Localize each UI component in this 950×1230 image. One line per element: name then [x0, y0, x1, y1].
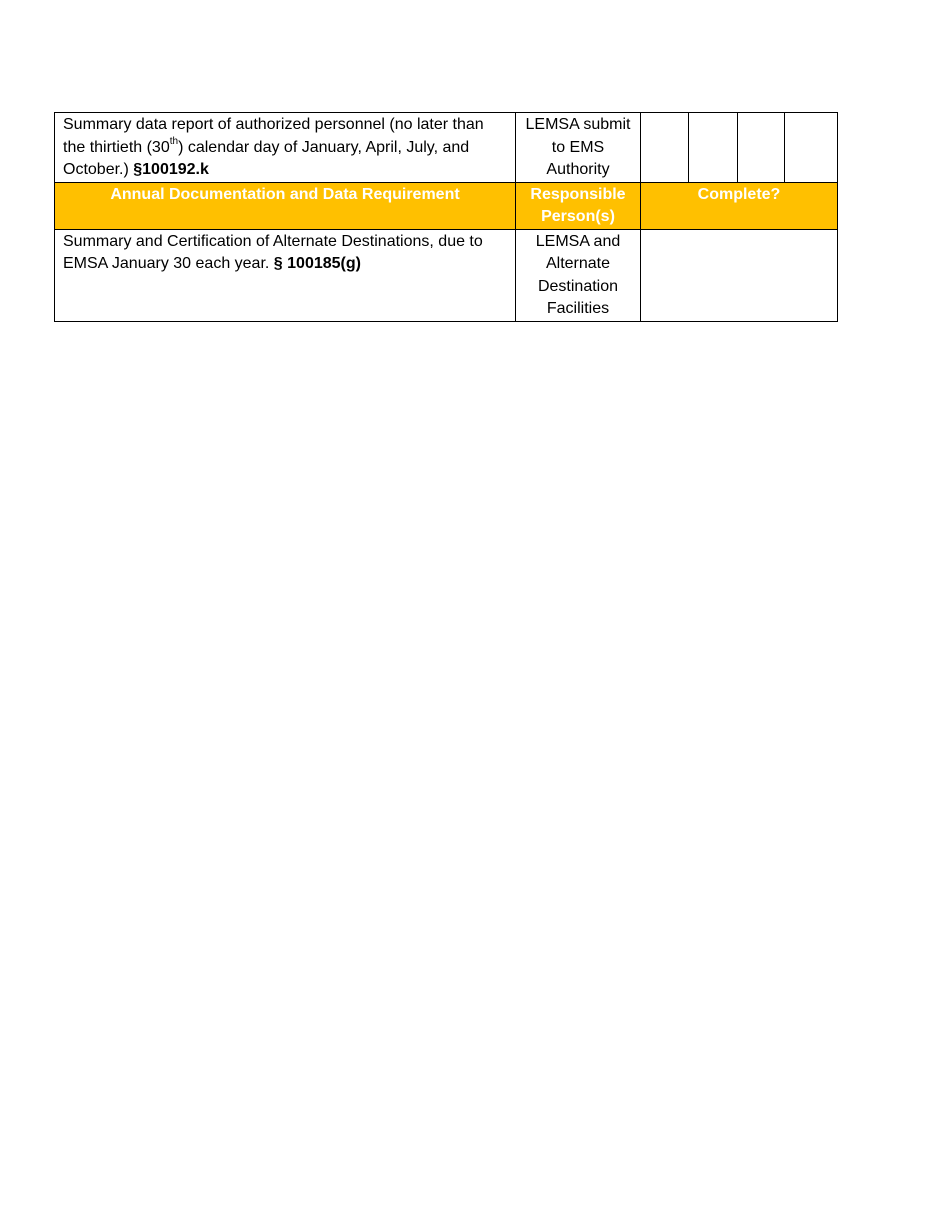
table-row-quarterly-report — [55, 113, 838, 183]
requirements-table — [54, 112, 838, 322]
section-header-row — [55, 182, 838, 229]
responsible-person-cell — [516, 113, 641, 183]
completion-checkbox-cell[interactable] — [641, 113, 689, 183]
header-responsible — [516, 182, 641, 229]
requirement-text-continued: ) calendar day of January, April, July, and October.) — [63, 138, 470, 178]
completion-checkbox-cell[interactable] — [785, 113, 838, 183]
responsible-person-text: LEMSA submit to EMS Authority — [525, 116, 631, 178]
header-requirement-label: Annual Documentation and Data Requirement — [110, 185, 460, 203]
completion-cell[interactable] — [641, 229, 838, 321]
responsible-person-text: LEMSA and Alternate Destination Facilities — [535, 232, 621, 317]
ordinal-superscript: th — [169, 136, 179, 148]
header-complete — [641, 182, 838, 229]
completion-checkbox-cell[interactable] — [738, 113, 785, 183]
requirement-cell — [55, 229, 516, 321]
requirement-text: Summary data report of authorized personnel (no later than the thirtieth (30 — [63, 116, 484, 156]
header-responsible-label: Responsible Person(s) — [530, 185, 626, 225]
table-row-alternate-destinations — [55, 229, 838, 321]
requirement-cell — [55, 113, 516, 183]
regulation-reference: § 100185(g) — [273, 255, 361, 272]
regulation-reference: §100192.k — [133, 161, 209, 178]
completion-checkbox-cell[interactable] — [689, 113, 738, 183]
responsible-person-cell — [516, 229, 641, 321]
header-complete-label: Complete? — [697, 185, 781, 203]
header-requirement — [55, 182, 516, 229]
requirement-text: Summary and Certification of Alternate Destinations, due to EMSA January 30 each year. — [63, 232, 483, 272]
